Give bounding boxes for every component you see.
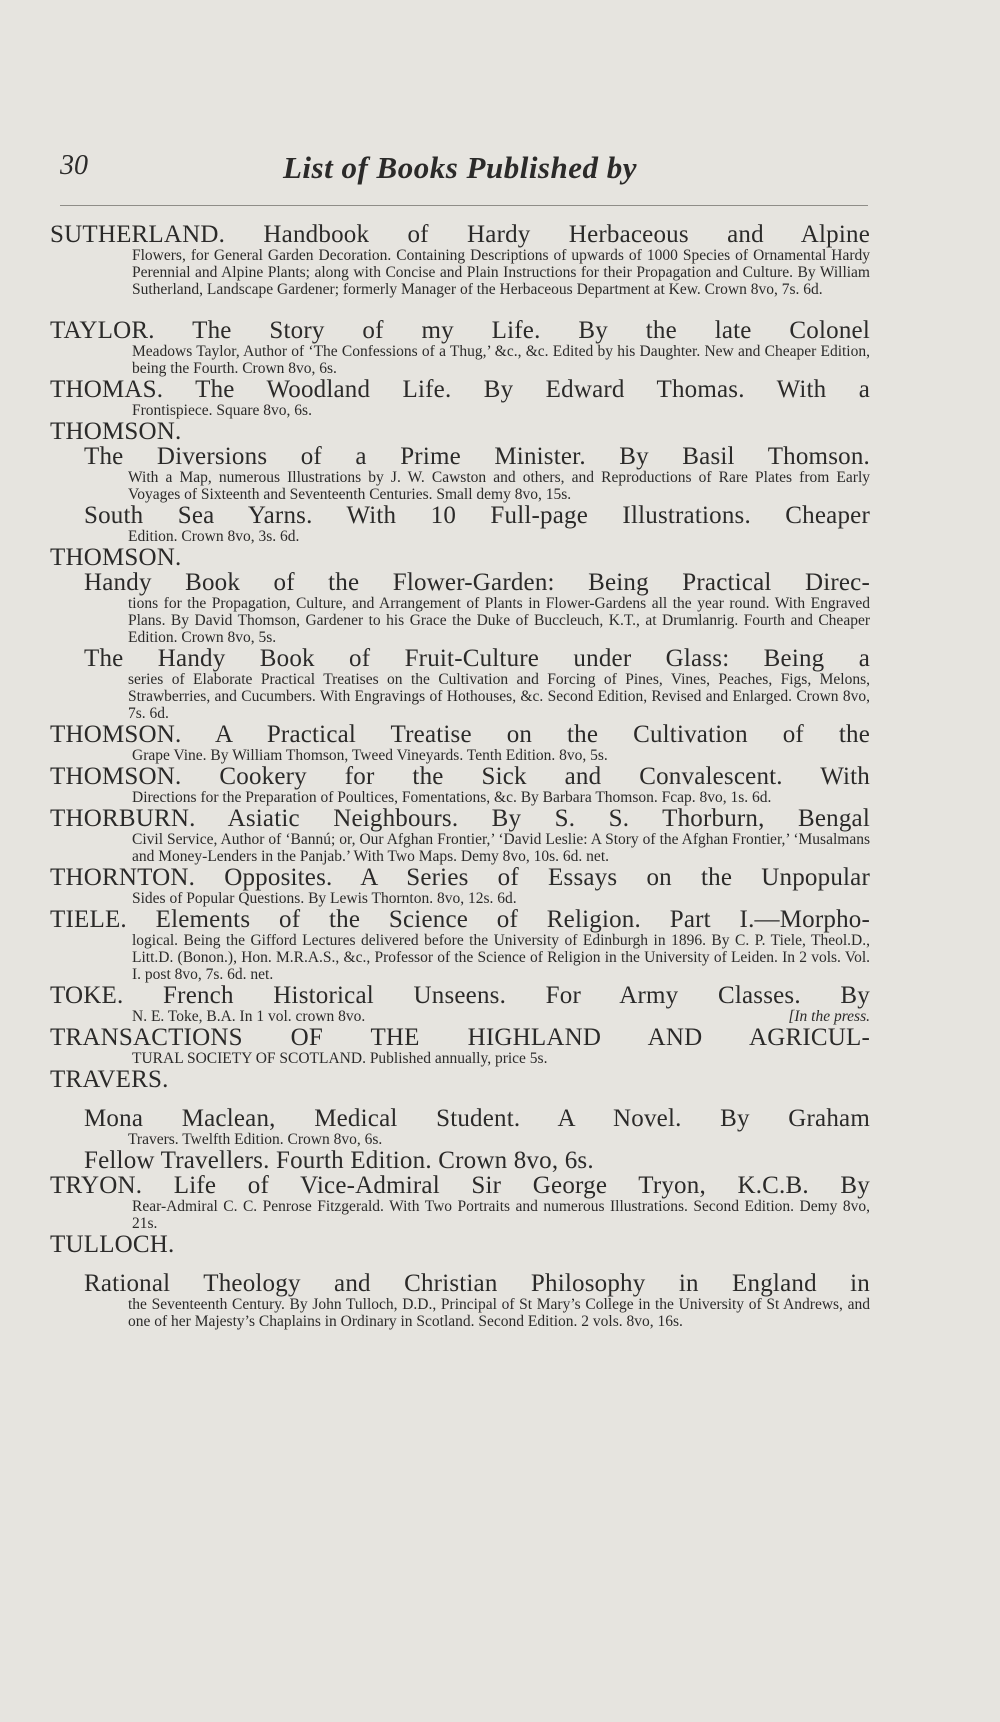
entry-description: Frontispiece. Square 8vo, 6s. xyxy=(132,402,312,419)
entry-toke xyxy=(50,983,870,1025)
entry-sutherland xyxy=(50,222,870,298)
entry-description: Meadows Taylor, Author of ‘The Confessions of a Thug,’ &c., &c. Edited by his Daughter. New and Cheaper Edition, being the Fourth. Crown 8vo, 6s. xyxy=(132,343,870,377)
header-rule xyxy=(60,205,868,206)
entry-description: Directions for the Preparation of Poultices, Fomentations, &c. By Barbara Thomson. Fcap. 8vo, 1s. 6d. xyxy=(132,789,772,806)
entry-heading: The Handy Book of Fruit-Culture under Glass: Being a xyxy=(84,645,870,672)
entry-heading: TOKE. French Historical Unseens. For Army Classes. By xyxy=(50,982,870,1009)
entry-thomson-grape-vine xyxy=(50,722,870,764)
entry-heading: TRANSACTIONS OF THE HIGHLAND AND AGRICUL- xyxy=(50,1024,870,1051)
entry-description: Rear-Admiral C. C. Penrose Fitzgerald. With Two Portraits and numerous Illustrations. Second Edition. Demy 8vo, 21s. xyxy=(132,1198,870,1232)
entry-description: tions for the Propagation, Culture, and Arrangement of Plants in Flower-Gardens all the year round. With Engraved Plans. By David Thomson, Gardener to his Grace the Duke of Buccleuch, K.T., at Drumlanrig. Fourth and Cheaper Edition. Crown 8vo, 5s. xyxy=(128,595,870,646)
entry-description: Travers. Twelfth Edition. Crown 8vo, 6s. xyxy=(128,1131,383,1148)
entry-description: TURAL SOCIETY OF SCOTLAND. Published annually, price 5s. xyxy=(132,1050,548,1067)
page-number: 30 xyxy=(60,150,88,181)
entry-heading: The Diversions of a Prime Minister. By Basil Thomson. xyxy=(84,443,870,470)
entry-thomas xyxy=(50,377,870,419)
entry-tulloch xyxy=(50,1232,870,1257)
entry-travers xyxy=(50,1067,870,1092)
entry-heading: THOMSON. A Practical Treatise on the Cultivation of the xyxy=(50,721,870,748)
entry-heading: TRYON. Life of Vice-Admiral Sir George Tryon, K.C.B. By xyxy=(50,1172,870,1199)
entry-heading: South Sea Yarns. With 10 Full-page Illustrations. Cheaper xyxy=(84,502,870,529)
entry-heading: TAYLOR. The Story of my Life. By the late Colonel xyxy=(50,317,870,344)
entry-thomson-cookery xyxy=(50,764,870,806)
entry-diversions xyxy=(50,444,870,503)
in-press-note: [In the press. xyxy=(788,1008,870,1025)
entry-description: Edition. Crown 8vo, 3s. 6d. xyxy=(128,528,300,545)
entry-fellow-travellers xyxy=(50,1148,870,1173)
author-heading: THOMSON. xyxy=(50,544,182,571)
entry-description: the Seventeenth Century. By John Tulloch, D.D., Principal of St Mary’s College in the University of St Andrews, and one of her Majesty’s Chaplains in Ordinary in Scotland. Second Edition. 2 vols. 8vo, 16s. xyxy=(128,1296,870,1330)
entry-heading: Mona Maclean, Medical Student. A Novel. By Graham xyxy=(84,1105,870,1132)
entry-description: Flowers, for General Garden Decoration. Containing Descriptions of upwards of 1000 Species of Ornamental Hardy Perennial and Alpine Plants; along with Concise and Plain Instructions for their Propagation and Culture. By William Sutherland, Landscape Gardener; formerly Manager of the Herbaceous Department at Kew. Crown 8vo, 7s. 6d. xyxy=(132,247,870,298)
entry-thomson-david xyxy=(50,545,870,570)
entry-thornton xyxy=(50,865,870,907)
entry-heading: Fellow Travellers. Fourth Edition. Crown 8vo, 6s. xyxy=(84,1147,594,1174)
entry-tryon xyxy=(50,1173,870,1232)
entry-fruit-culture xyxy=(50,646,870,722)
book-entries xyxy=(50,222,870,1330)
running-title: List of Books Published by xyxy=(282,150,637,185)
entry-description: Civil Service, Author of ‘Bannú; or, Our Afghan Frontier,’ ‘David Leslie: A Story of the Afghan Frontier,’ ‘Musalmans and Money-Lenders in the Panjab.’ With Two Maps. Demy 8vo, 10s. 6d. net. xyxy=(132,831,870,865)
entry-rational-theology xyxy=(50,1271,870,1330)
entry-heading: THOMAS. The Woodland Life. By Edward Thomas. With a xyxy=(50,376,870,403)
entry-heading: TIELE. Elements of the Science of Religion. Part I.—Morpho- xyxy=(50,906,870,933)
entry-description: series of Elaborate Practical Treatises on the Cultivation and Forcing of Pines, Vines, Peaches, Figs, Melons, Strawberries, and Cucumbers. With Engravings of Hothouses, &c. Second Edition, Revised and Enlarged. Crown 8vo, 7s. 6d. xyxy=(128,671,870,722)
entry-thomson-basil xyxy=(50,419,870,444)
entry-taylor xyxy=(50,318,870,377)
author-heading: THOMSON. xyxy=(50,418,182,445)
entry-description: Sides of Popular Questions. By Lewis Thornton. 8vo, 12s. 6d. xyxy=(132,890,517,907)
author-heading: TULLOCH. xyxy=(50,1231,175,1258)
entry-mona-maclean xyxy=(50,1106,870,1148)
entry-heading: THOMSON. Cookery for the Sick and Convalescent. With xyxy=(50,763,870,790)
entry-flower-garden xyxy=(50,570,870,646)
entry-heading: THORBURN. Asiatic Neighbours. By S. S. Thorburn, Bengal xyxy=(50,805,870,832)
entry-south-sea-yarns xyxy=(50,503,870,545)
entry-heading: SUTHERLAND. Handbook of Hardy Herbaceous and Alpine xyxy=(50,221,870,248)
entry-heading: Rational Theology and Christian Philosophy in England in xyxy=(84,1270,870,1297)
entry-heading: THORNTON. Opposites. A Series of Essays on the Unpopular xyxy=(50,864,870,891)
entry-description: With a Map, numerous Illustrations by J. W. Cawston and others, and Reproductions of Rare Plates from Early Voyages of Sixteenth and Seventeenth Centuries. Small demy 8vo, 15s. xyxy=(128,469,870,503)
entry-tiele xyxy=(50,907,870,983)
entry-description-text: N. E. Toke, B.A. In 1 vol. crown 8vo. xyxy=(132,1008,366,1025)
entry-description: logical. Being the Gifford Lectures delivered before the University of Edinburgh in 1896. By C. P. Tiele, Theol.D., Litt.D. (Bonon.), Hon. M.R.A.S., &c., Professor of the Science of Religion in the University of Leiden. In 2 vols. Vol. I. post 8vo, 7s. 6d. net. xyxy=(132,932,870,983)
entry-transactions xyxy=(50,1025,870,1067)
author-heading: TRAVERS. xyxy=(50,1066,169,1093)
entry-heading: Handy Book of the Flower-Garden: Being Practical Direc- xyxy=(84,569,870,596)
entry-description xyxy=(50,1008,870,1025)
entry-thorburn xyxy=(50,806,870,865)
entry-description: Grape Vine. By William Thomson, Tweed Vineyards. Tenth Edition. 8vo, 5s. xyxy=(132,747,608,764)
